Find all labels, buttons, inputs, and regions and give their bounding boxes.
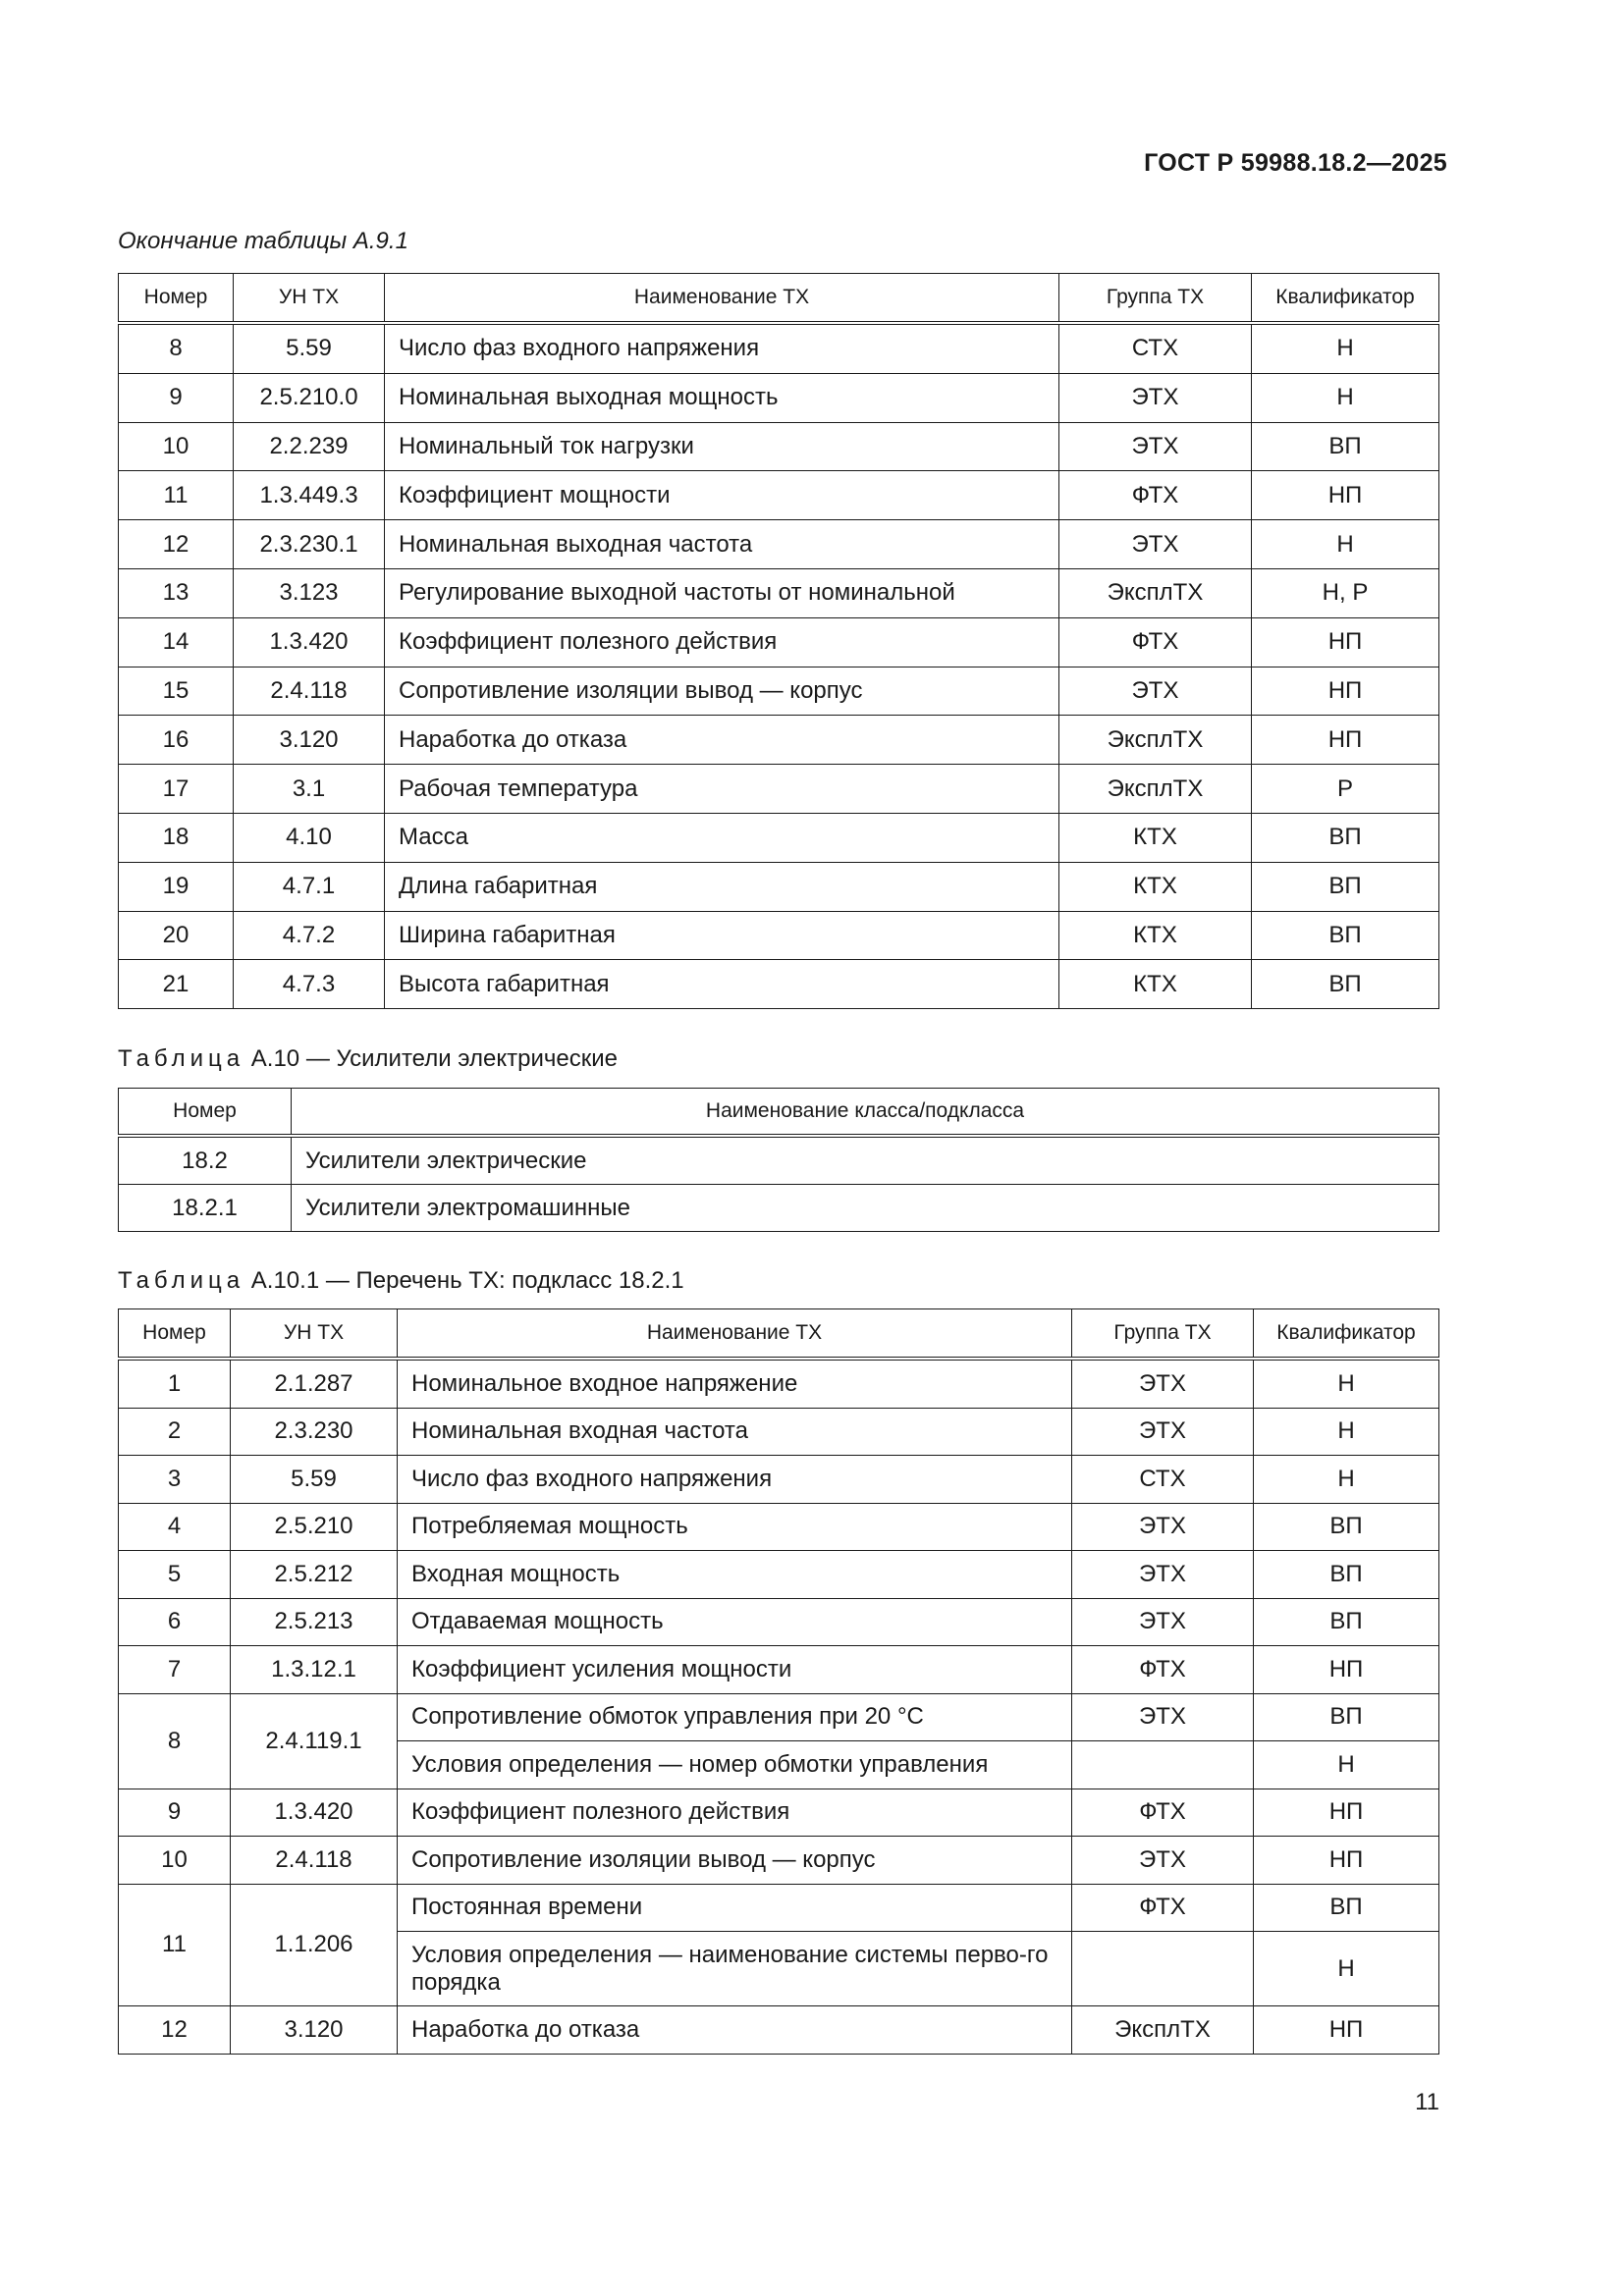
cell-class-name: Усилители электромашинные <box>292 1185 1439 1232</box>
cell-name: Условия определения — номер обмотки управления <box>398 1741 1072 1789</box>
cell-group: КТХ <box>1059 813 1252 862</box>
cell-number: 17 <box>119 765 234 814</box>
cell-group: СТХ <box>1072 1456 1254 1504</box>
cell-group: ЭксплТХ <box>1059 765 1252 814</box>
cell-number: 9 <box>119 1789 231 1837</box>
column-header: Квалификатор <box>1252 274 1439 324</box>
cell-group: КТХ <box>1059 960 1252 1009</box>
cell-number: 1 <box>119 1359 231 1408</box>
cell-name: Число фаз входного напряжения <box>385 323 1059 373</box>
cell-qualifier: Н <box>1252 520 1439 569</box>
table-row <box>119 1185 1439 1232</box>
cell-qualifier: НП <box>1252 667 1439 716</box>
column-header: Наименование класса/подкласса <box>292 1089 1439 1137</box>
cell-group: КТХ <box>1059 862 1252 911</box>
cell-number: 18.2 <box>119 1136 292 1185</box>
cell-group: ЭксплТХ <box>1059 716 1252 765</box>
cell-number: 20 <box>119 911 234 960</box>
cell-code: 4.7.1 <box>234 862 385 911</box>
column-header: Группа ТХ <box>1059 274 1252 324</box>
cell-group: ЭТХ <box>1072 1408 1254 1456</box>
cell-group: ЭТХ <box>1072 1693 1254 1741</box>
cell-name: Высота габаритная <box>385 960 1059 1009</box>
cell-code: 2.2.239 <box>234 422 385 471</box>
cell-number: 9 <box>119 373 234 422</box>
cell-code: 1.3.420 <box>231 1789 398 1837</box>
cell-name: Номинальная выходная частота <box>385 520 1059 569</box>
caption-label: Таблица <box>118 1267 245 1294</box>
cell-number: 14 <box>119 617 234 667</box>
cell-group: ФТХ <box>1072 1789 1254 1837</box>
cell-code: 1.3.12.1 <box>231 1646 398 1694</box>
cell-name: Сопротивление изоляции вывод — корпус <box>398 1837 1072 1885</box>
table-row <box>119 617 1439 667</box>
table-row <box>119 1598 1439 1646</box>
cell-name: Наработка до отказа <box>385 716 1059 765</box>
cell-qualifier: Н, Р <box>1252 568 1439 617</box>
table-row <box>119 1551 1439 1599</box>
cell-qualifier: ВП <box>1252 422 1439 471</box>
cell-name: Рабочая температура <box>385 765 1059 814</box>
cell-number: 12 <box>119 520 234 569</box>
caption-label: Таблица <box>118 1045 245 1072</box>
cell-number: 16 <box>119 716 234 765</box>
cell-number: 11 <box>119 471 234 520</box>
cell-code: 2.5.210 <box>231 1503 398 1551</box>
column-header: Номер <box>119 1089 292 1137</box>
column-header: Номер <box>119 274 234 324</box>
cell-code: 2.4.119.1 <box>231 1693 398 1789</box>
table-row <box>119 568 1439 617</box>
cell-name: Коэффициент полезного действия <box>398 1789 1072 1837</box>
cell-number: 12 <box>119 2006 231 2055</box>
cell-name: Длина габаритная <box>385 862 1059 911</box>
cell-code: 3.123 <box>234 568 385 617</box>
table-row <box>119 323 1439 373</box>
cell-number: 19 <box>119 862 234 911</box>
table-row <box>119 960 1439 1009</box>
cell-number: 11 <box>119 1884 231 2006</box>
table-row <box>119 1136 1439 1185</box>
cell-code: 2.5.213 <box>231 1598 398 1646</box>
table-row <box>119 667 1439 716</box>
column-header: Номер <box>119 1309 231 1360</box>
table-a91 <box>118 273 1439 1009</box>
cell-group: ЭТХ <box>1059 667 1252 716</box>
column-header: УН ТХ <box>234 274 385 324</box>
page-number: 11 <box>1415 2089 1439 2115</box>
cell-group: ЭТХ <box>1072 1551 1254 1599</box>
table-row <box>119 1646 1439 1694</box>
table-row <box>119 471 1439 520</box>
cell-group: ЭТХ <box>1059 422 1252 471</box>
cell-code: 5.59 <box>234 323 385 373</box>
cell-number: 18.2.1 <box>119 1185 292 1232</box>
cell-qualifier: ВП <box>1252 862 1439 911</box>
cell-group: ЭТХ <box>1072 1598 1254 1646</box>
table-row <box>119 765 1439 814</box>
cell-number: 10 <box>119 422 234 471</box>
column-header: Группа ТХ <box>1072 1309 1254 1360</box>
column-header: Квалификатор <box>1254 1309 1439 1360</box>
cell-code: 2.5.210.0 <box>234 373 385 422</box>
cell-group <box>1072 1932 1254 2006</box>
cell-group: СТХ <box>1059 323 1252 373</box>
cell-code: 1.1.206 <box>231 1884 398 2006</box>
table-row <box>119 813 1439 862</box>
cell-code: 3.120 <box>231 2006 398 2055</box>
table-header-row <box>119 1089 1439 1137</box>
cell-qualifier: Н <box>1254 1932 1439 2006</box>
cell-qualifier: НП <box>1254 2006 1439 2055</box>
table-row <box>119 862 1439 911</box>
cell-name: Наработка до отказа <box>398 2006 1072 2055</box>
cell-name: Входная мощность <box>398 1551 1072 1599</box>
cell-qualifier: Н <box>1252 373 1439 422</box>
table-a91-caption: Окончание таблицы А.9.1 <box>118 228 408 254</box>
cell-group <box>1072 1741 1254 1789</box>
caption-text: А.10.1 — Перечень ТХ: подкласс 18.2.1 <box>250 1267 684 1294</box>
column-header: Наименование ТХ <box>385 274 1059 324</box>
cell-code: 3.1 <box>234 765 385 814</box>
cell-group: ЭТХ <box>1072 1837 1254 1885</box>
cell-group: ЭТХ <box>1072 1359 1254 1408</box>
table-row <box>119 1408 1439 1456</box>
cell-number: 8 <box>119 323 234 373</box>
cell-code: 4.7.3 <box>234 960 385 1009</box>
cell-qualifier: Н <box>1254 1741 1439 1789</box>
document-id: ГОСТ Р 59988.18.2—2025 <box>1144 149 1447 177</box>
cell-name: Постоянная времени <box>398 1884 1072 1932</box>
table-row <box>119 1456 1439 1504</box>
cell-code: 4.7.2 <box>234 911 385 960</box>
cell-number: 3 <box>119 1456 231 1504</box>
cell-name: Номинальная входная частота <box>398 1408 1072 1456</box>
cell-qualifier: Н <box>1254 1456 1439 1504</box>
table-row <box>119 1884 1439 1932</box>
cell-name: Номинальная выходная мощность <box>385 373 1059 422</box>
cell-qualifier: ВП <box>1254 1503 1439 1551</box>
cell-qualifier: НП <box>1254 1646 1439 1694</box>
cell-name: Регулирование выходной частоты от номинальной <box>385 568 1059 617</box>
table-a10-1 <box>118 1308 1439 2055</box>
cell-qualifier: НП <box>1252 471 1439 520</box>
cell-group: ЭТХ <box>1059 520 1252 569</box>
cell-qualifier: Р <box>1252 765 1439 814</box>
cell-name: Номинальное входное напряжение <box>398 1359 1072 1408</box>
cell-name: Сопротивление изоляции вывод — корпус <box>385 667 1059 716</box>
table-row <box>119 1789 1439 1837</box>
table-row <box>119 1503 1439 1551</box>
cell-qualifier: Н <box>1254 1408 1439 1456</box>
cell-qualifier: НП <box>1254 1837 1439 1885</box>
cell-qualifier: ВП <box>1254 1693 1439 1741</box>
caption-text: А.10 — Усилители электрические <box>250 1045 618 1072</box>
table-header-row <box>119 1309 1439 1360</box>
cell-name: Коэффициент полезного действия <box>385 617 1059 667</box>
cell-number: 5 <box>119 1551 231 1599</box>
column-header: УН ТХ <box>231 1309 398 1360</box>
cell-code: 1.3.420 <box>234 617 385 667</box>
cell-code: 2.5.212 <box>231 1551 398 1599</box>
cell-qualifier: НП <box>1252 617 1439 667</box>
cell-code: 2.3.230.1 <box>234 520 385 569</box>
cell-qualifier: ВП <box>1254 1884 1439 1932</box>
cell-number: 8 <box>119 1693 231 1789</box>
cell-name: Потребляемая мощность <box>398 1503 1072 1551</box>
cell-number: 13 <box>119 568 234 617</box>
cell-number: 2 <box>119 1408 231 1456</box>
cell-group: ФТХ <box>1072 1884 1254 1932</box>
cell-name: Число фаз входного напряжения <box>398 1456 1072 1504</box>
table-row <box>119 373 1439 422</box>
cell-qualifier: НП <box>1254 1789 1439 1837</box>
cell-code: 2.4.118 <box>231 1837 398 1885</box>
cell-group: КТХ <box>1059 911 1252 960</box>
cell-group: ЭТХ <box>1059 373 1252 422</box>
cell-name: Отдаваемая мощность <box>398 1598 1072 1646</box>
cell-group: ЭксплТХ <box>1059 568 1252 617</box>
cell-code: 3.120 <box>234 716 385 765</box>
cell-qualifier: Н <box>1254 1359 1439 1408</box>
cell-qualifier: ВП <box>1252 911 1439 960</box>
cell-qualifier: ВП <box>1252 813 1439 862</box>
cell-group: ФТХ <box>1072 1646 1254 1694</box>
cell-number: 7 <box>119 1646 231 1694</box>
cell-qualifier: ВП <box>1254 1551 1439 1599</box>
cell-name: Условия определения — наименование системы перво-го порядка <box>398 1932 1072 2006</box>
cell-number: 4 <box>119 1503 231 1551</box>
table-a10 <box>118 1088 1439 1232</box>
cell-qualifier: ВП <box>1254 1598 1439 1646</box>
table-row <box>119 1359 1439 1408</box>
cell-number: 18 <box>119 813 234 862</box>
cell-code: 5.59 <box>231 1456 398 1504</box>
table-row <box>119 1837 1439 1885</box>
cell-number: 21 <box>119 960 234 1009</box>
table-header-row <box>119 274 1439 324</box>
cell-group: ЭксплТХ <box>1072 2006 1254 2055</box>
cell-name: Сопротивление обмоток управления при 20 °С <box>398 1693 1072 1741</box>
table-row <box>119 1693 1439 1741</box>
cell-name: Номинальный ток нагрузки <box>385 422 1059 471</box>
cell-qualifier: НП <box>1252 716 1439 765</box>
cell-qualifier: ВП <box>1252 960 1439 1009</box>
cell-group: ЭТХ <box>1072 1503 1254 1551</box>
cell-group: ФТХ <box>1059 471 1252 520</box>
cell-name: Коэффициент усиления мощности <box>398 1646 1072 1694</box>
cell-code: 2.4.118 <box>234 667 385 716</box>
cell-code: 2.3.230 <box>231 1408 398 1456</box>
cell-group: ФТХ <box>1059 617 1252 667</box>
cell-number: 15 <box>119 667 234 716</box>
cell-class-name: Усилители электрические <box>292 1136 1439 1185</box>
table-row <box>119 422 1439 471</box>
column-header: Наименование ТХ <box>398 1309 1072 1360</box>
cell-qualifier: Н <box>1252 323 1439 373</box>
cell-number: 10 <box>119 1837 231 1885</box>
cell-code: 4.10 <box>234 813 385 862</box>
table-row <box>119 520 1439 569</box>
cell-code: 2.1.287 <box>231 1359 398 1408</box>
table-row <box>119 911 1439 960</box>
table-a101-caption <box>118 1267 684 1295</box>
table-row <box>119 716 1439 765</box>
cell-name: Масса <box>385 813 1059 862</box>
cell-name: Коэффициент мощности <box>385 471 1059 520</box>
table-row <box>119 2006 1439 2055</box>
cell-number: 6 <box>119 1598 231 1646</box>
table-a10-caption <box>118 1045 618 1073</box>
cell-code: 1.3.449.3 <box>234 471 385 520</box>
cell-name: Ширина габаритная <box>385 911 1059 960</box>
